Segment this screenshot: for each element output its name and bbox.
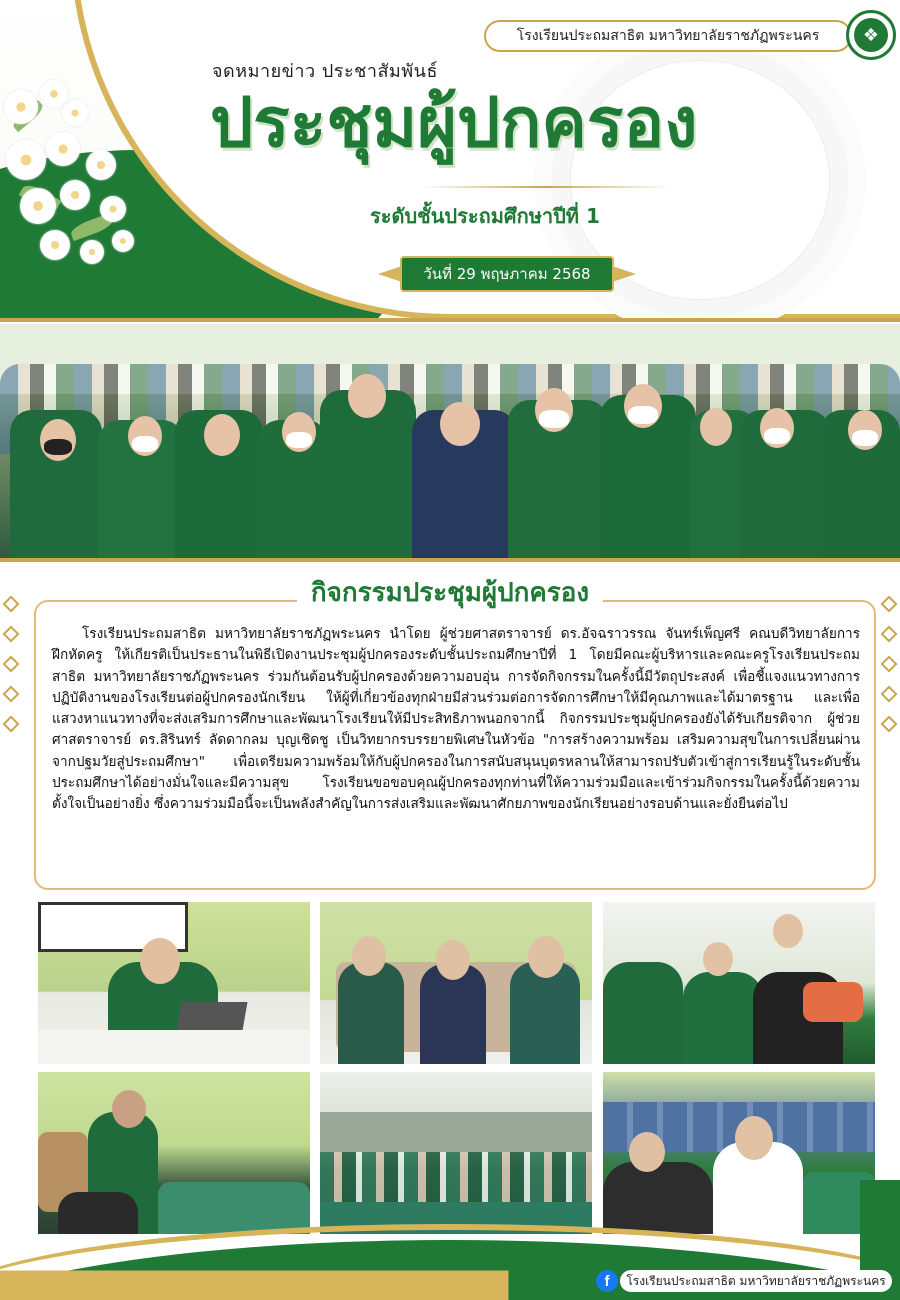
date-ribbon <box>378 256 636 292</box>
header-divider <box>0 318 900 322</box>
page-subtitle: ระดับชั้นประถมศึกษาปีที่ 1 <box>370 204 600 228</box>
event-date: วันที่ 29 พฤษภาคม 2568 <box>400 256 614 292</box>
activity-heading: กิจกรรมประชุมผู้ปกครอง <box>0 572 900 613</box>
activity-text-box <box>34 600 876 890</box>
school-emblem-icon: ❖ <box>846 10 896 60</box>
photo-registration <box>603 902 875 1064</box>
activity-body: โรงเรียนประถมสาธิต มหาวิทยาลัยราชภัฏพระนคร นำโดย ผู้ช่วยศาสตราจารย์ ดร.อัจฉราวรรณ จันทร์เพ็ญศรี คณบดีวิทยาลัยการฝึกหัดครู ให้เกียรติเป็นประธานในพิธีเปิดงานประชุมผู้ปกครองระดับชั้นประถมศึกษาปีที่ 1 โดยมีคณะผู้บริหารและคณะครูโรงเรียนประถมสาธิต มหาวิทยาลัยราชภัฏพระนคร ร่วมกันต้อนรับผู้ปกครองด้วยความอบอุ่น การจัดกิจกรรมในครั้งนี้มีวัตถุประสงค์ เพื่อชี้แจงแนวทางการปฏิบัติงานของโรงเรียนต่อผู้ปกครองนักเรียน ให้ผู้ที่เกี่ยวข้องทุกฝ่ายมีส่วนร่วมต่อการจัดการศึกษาให้มีคุณภาพและได้มาตรฐาน และเพื่อแสวงหาแนวทางที่จะส่งเสริมการศึกษาและพัฒนาโรงเรียนให้มีประสิทธิภาพนอกจากนี้ กิจกรรมประชุมผู้ปกครองยังได้รับเกียรติจาก ผู้ช่วยศาสตราจารย์ ดร.สิรินทร์ ลัดดากลม บุญเชิดชู เป็นวิทยากรบรรยายพิเศษในหัวข้อ "การสร้างความพร้อม เสริมความสุขในการเปลี่ยนผ่านจากปฐมวัยสู่ประถมศึกษา" เพื่อเตรียมความพร้อมให้กับผู้ปกครองในการสนับสนุนบุตรหลานให้สามารถปรับตัวเข้าสู่การเรียนรู้ในระดับชั้นประถมศึกษาได้อย่างมั่นใจและมีความสุข โรงเรียนขอขอบคุณผู้ปกครองทุกท่านที่ให้ความร่วมมือและเข้าร่วมกิจกรรมในครั้งนี้ด้วยความตั้งใจเป็นอย่างยิ่ง ซึ่งความร่วมมือนี้จะเป็นพลังสำคัญในการส่งเสริมและพัฒนาศักยภาพของนักเรียนอย่างรอบด้านและยั่งยืนต่อไป <box>52 626 860 813</box>
group-photo <box>0 324 900 560</box>
school-name-pill: โรงเรียนประถมสาธิต มหาวิทยาลัยราชภัฏพระนคร <box>484 20 852 52</box>
facebook-icon[interactable]: f <box>596 1270 618 1292</box>
title-divider <box>420 186 670 188</box>
header-banner <box>0 0 900 322</box>
newsletter-kicker: จดหมายข่าว ประชาสัมพันธ์ <box>212 61 438 82</box>
facebook-page-link[interactable]: โรงเรียนประถมสาธิต มหาวิทยาลัยราชภัฏพระนคร <box>620 1270 892 1292</box>
photo-speaker <box>38 902 310 1064</box>
photo-guests-seated <box>320 902 592 1064</box>
flower-bouquet-decor <box>0 70 160 300</box>
page-title: ประชุมผู้ปกครอง <box>210 84 698 163</box>
photo-divider <box>0 558 900 562</box>
